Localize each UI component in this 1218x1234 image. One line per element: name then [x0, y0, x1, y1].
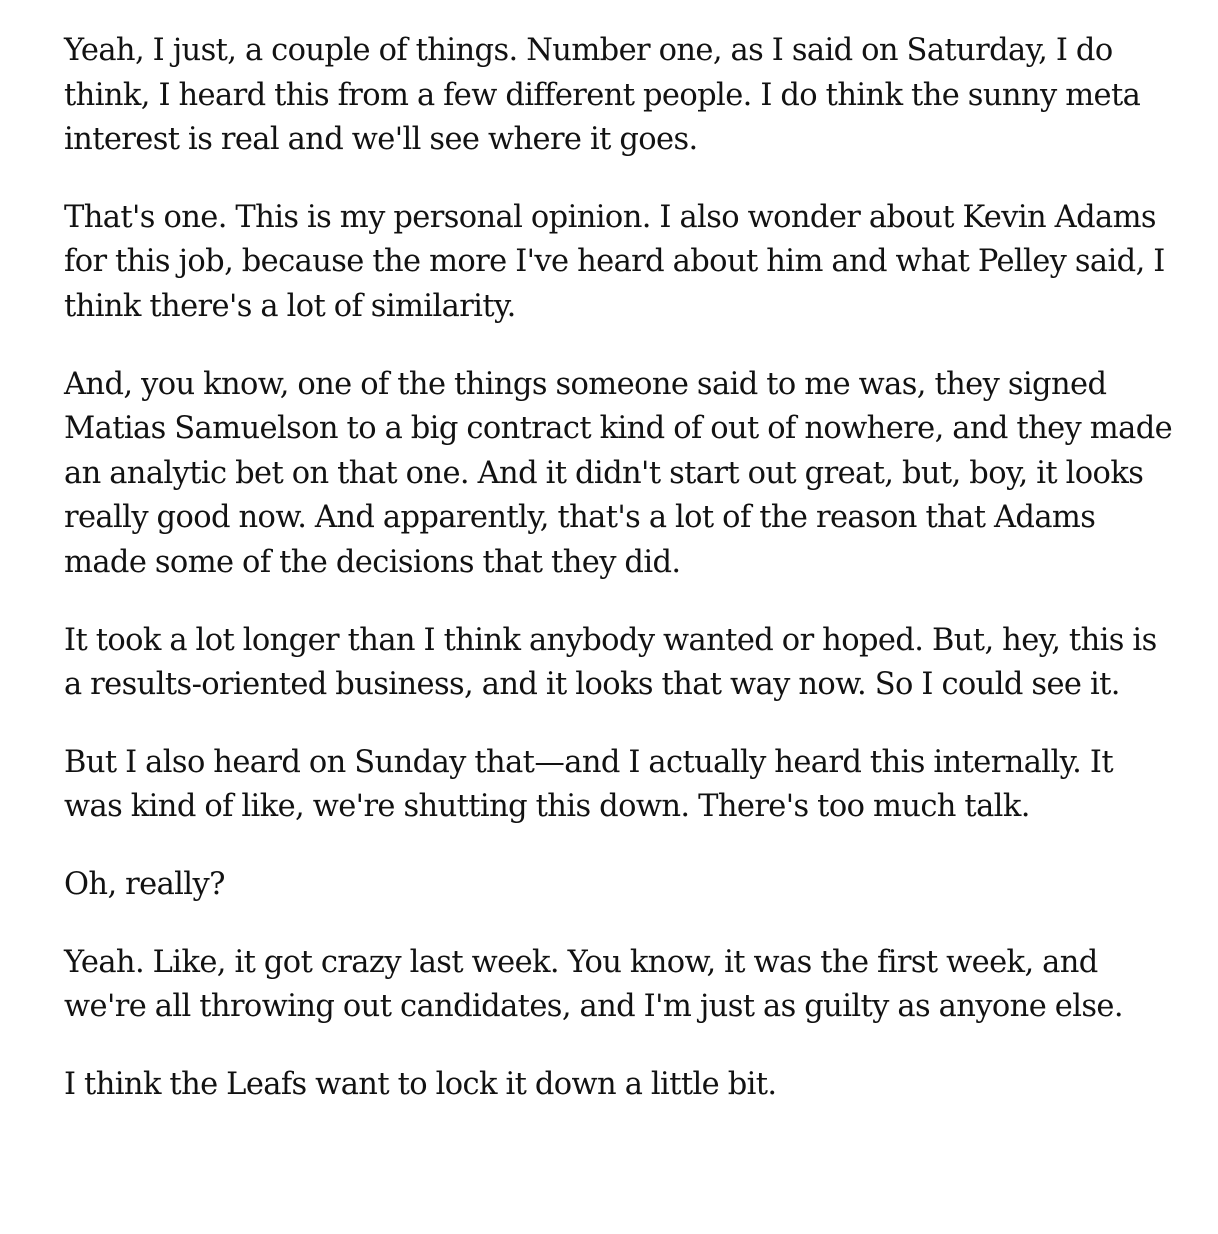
paragraph-6: Oh, really? [64, 866, 225, 902]
article-body [64, 29, 1174, 1107]
paragraph-3: And, you know, one of the things someone said to me was, they signed Matias Samuelson to a big contract kind of out of nowhere, and they made an analytic bet on that one. And it didn't start out great, but, boy, it looks really good now. And apparently, that's a lot of the reason that Adams made some of the decisions that they did. [64, 366, 1173, 580]
paragraph-2: That's one. This is my personal opinion. I also wonder about Kevin Adams for this job, because the more I've heard about him and what Pelley said, I think there's a lot of similarity. [64, 199, 1165, 324]
paragraph-7: Yeah. Like, it got crazy last week. You know, it was the first week, and we're all throwing out candidates, and I'm just as guilty as anyone else. [64, 944, 1123, 1025]
paragraph-4: It took a lot longer than I think anybody wanted or hoped. But, hey, this is a results-oriented business, and it looks that way now. So I could see it. [64, 622, 1157, 703]
paragraph-1: Yeah, I just, a couple of things. Number one, as I said on Saturday, I do think, I heard this from a few different people. I do think the sunny meta interest is real and we'll see where it goes. [64, 33, 1141, 158]
paragraph-8: I think the Leafs want to lock it down a little bit. [64, 1066, 777, 1102]
paragraph-5: But I also heard on Sunday that—and I actually heard this internally. It was kind of like, we're shutting this down. There's too much talk. [64, 744, 1113, 825]
